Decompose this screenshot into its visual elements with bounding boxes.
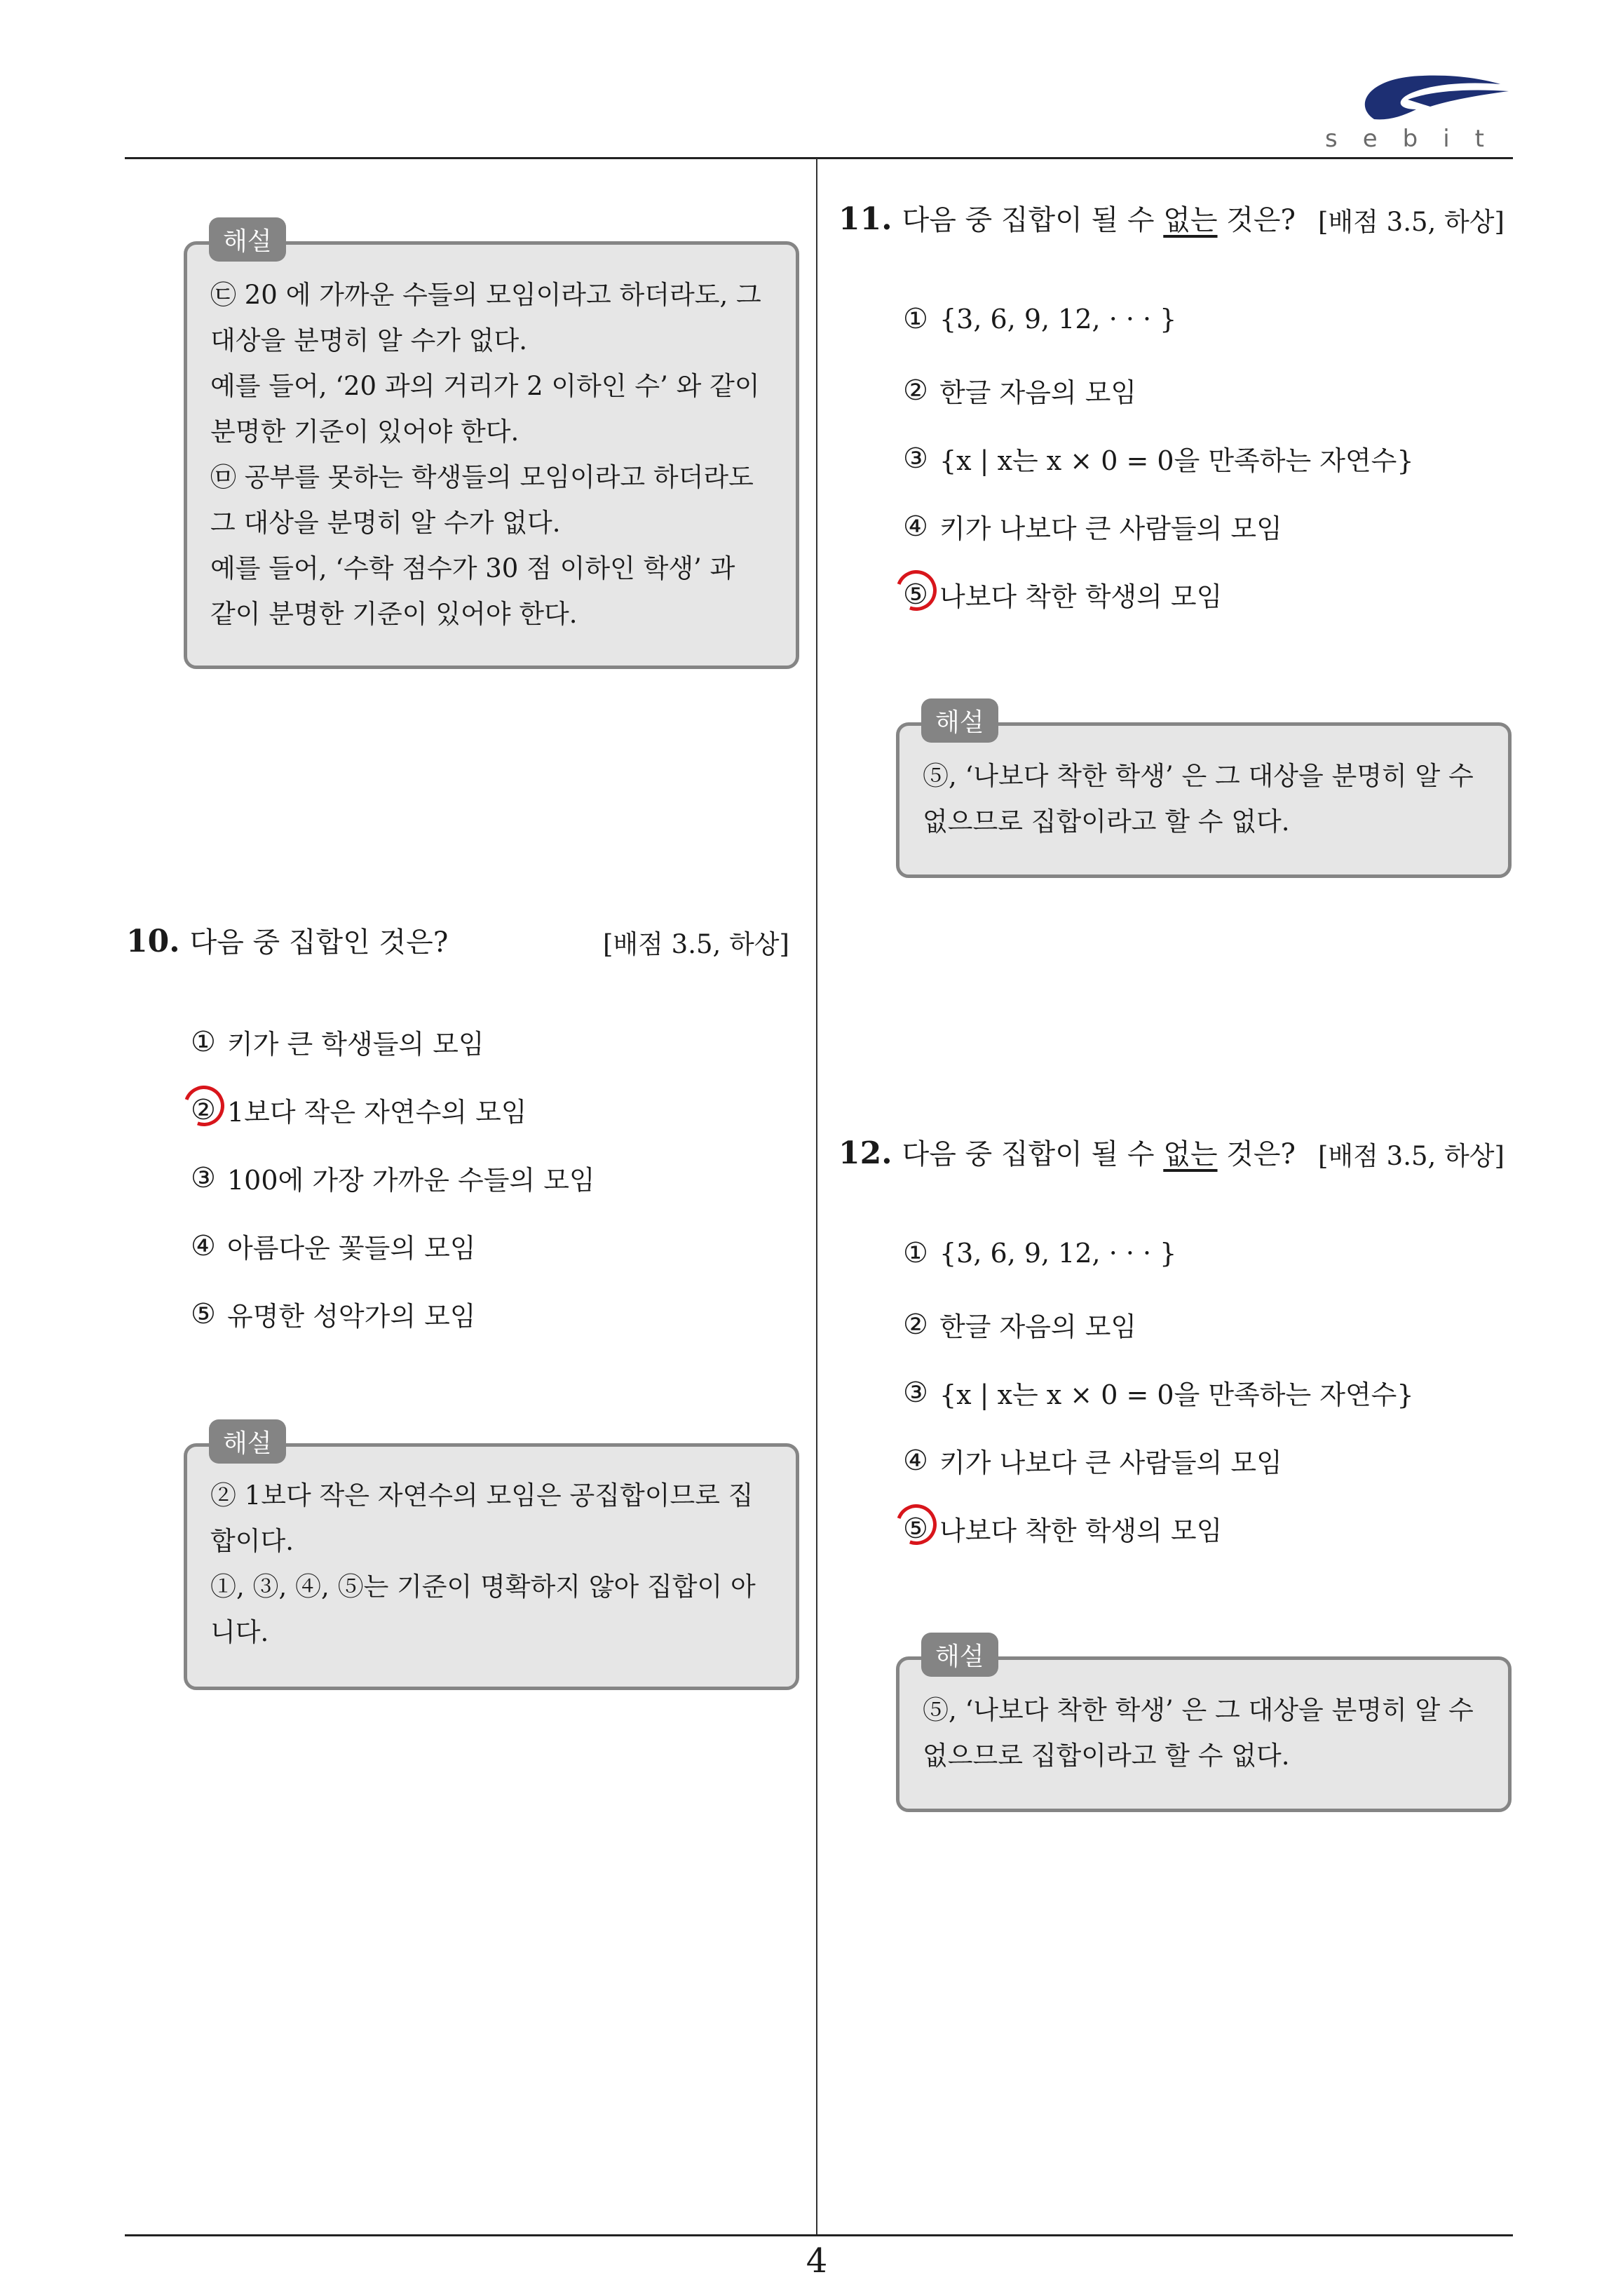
choice-q10-4[interactable]	[191, 1227, 476, 1265]
explanation-tag: 해설	[921, 1633, 998, 1677]
header-rule	[125, 157, 1513, 159]
question-text: 다음 중 집합이 될 수	[902, 1138, 1164, 1170]
question-10-stem	[126, 920, 448, 960]
choice-q12-1[interactable]	[903, 1237, 1176, 1269]
choice-mark: ③	[903, 1376, 928, 1409]
choice-mark: ⑤	[903, 1512, 928, 1545]
choice-text: 키가 나보다 큰 사람들의 모임	[939, 513, 1282, 544]
choice-mark: ⑤	[191, 1297, 216, 1330]
question-12-stem	[838, 1132, 1296, 1172]
choice-q11-5[interactable]	[903, 575, 1222, 614]
choice-text: 유명한 성악가의 모임	[227, 1301, 476, 1332]
choice-mark: ④	[191, 1229, 216, 1262]
explanation-line: ㉤ 공부를 못하는 학생들의 모임이라고 하더라도	[210, 462, 754, 492]
choice-q10-2[interactable]	[191, 1090, 527, 1129]
explanation-line: 니다.	[210, 1617, 269, 1647]
choice-mark: ②	[903, 374, 928, 407]
choice-mark: ③	[191, 1161, 216, 1194]
choice-q12-2[interactable]	[903, 1305, 1136, 1344]
choice-text: {x | x는 x × 0 = 0을 만족하는 자연수}	[939, 1379, 1414, 1410]
choice-mark: ①	[903, 1237, 928, 1269]
explanation-tag: 해설	[209, 1419, 286, 1464]
explanation-line: ㉢ 20 에 가까운 수들의 모임이라고 하더라도, 그	[210, 280, 761, 310]
choice-q11-3[interactable]	[903, 439, 1414, 478]
sebit-logo	[1325, 63, 1514, 154]
choice-mark: ④	[903, 1444, 928, 1477]
explanation-line: 같이 분명한 기준이 있어야 한다.	[210, 599, 578, 629]
choice-q11-4[interactable]	[903, 507, 1282, 546]
choice-mark: ⑤	[903, 578, 928, 611]
explanation-tag: 해설	[209, 217, 286, 262]
column-divider	[816, 158, 817, 2236]
question-text-end: 것은?	[1217, 1138, 1296, 1170]
choice-text: 키가 나보다 큰 사람들의 모임	[939, 1447, 1282, 1478]
sebit-logo-mark-icon	[1325, 63, 1514, 126]
choice-q12-3[interactable]	[903, 1373, 1414, 1412]
choice-q11-1[interactable]	[903, 303, 1176, 335]
choice-q12-4[interactable]	[903, 1441, 1282, 1480]
choice-mark: ②	[191, 1093, 216, 1126]
choice-mark: ①	[903, 303, 928, 335]
choice-q11-2[interactable]	[903, 371, 1136, 410]
choice-text: {x | x는 x × 0 = 0을 만족하는 자연수}	[939, 445, 1414, 476]
choice-text: 나보다 착한 학생의 모임	[939, 1515, 1223, 1546]
choice-q10-1[interactable]	[191, 1022, 484, 1061]
explanation-line: 그 대상을 분명히 알 수가 없다.	[210, 508, 561, 538]
explanation-line: 예를 들어, ‘20 과의 거리가 2 이하인 수’ 와 같이	[210, 371, 760, 401]
explanation-line: 없으므로 집합이라고 할 수 없다.	[923, 806, 1290, 837]
choice-text: 1보다 작은 자연수의 모임	[227, 1097, 527, 1128]
choice-text: 한글 자음의 모임	[939, 377, 1137, 408]
choice-q12-5[interactable]	[903, 1509, 1222, 1548]
explanation-line: 분명한 기준이 있어야 한다.	[210, 417, 520, 447]
explanation-line: 대상을 분명히 알 수가 없다.	[210, 325, 527, 356]
choice-text: 나보다 착한 학생의 모임	[939, 581, 1223, 612]
question-12-score: [배점 3.5, 하상]	[1318, 1141, 1505, 1171]
choice-text: {3, 6, 9, 12, · · · }	[939, 304, 1177, 335]
sebit-logo-text: sebit	[1325, 125, 1509, 153]
choice-q10-5[interactable]	[191, 1295, 476, 1333]
question-10-score: [배점 3.5, 하상]	[603, 929, 789, 959]
question-text: 다음 중 집합이 될 수	[902, 204, 1164, 236]
explanation-tag: 해설	[921, 698, 998, 743]
question-11-stem	[838, 198, 1296, 238]
explanation-line: 합이다.	[210, 1526, 294, 1556]
explanation-text	[923, 1687, 1474, 1778]
explanation-text	[923, 753, 1474, 844]
explanation-line: ② 1보다 작은 자연수의 모임은 공집합이므로 집	[210, 1480, 754, 1511]
question-number: 11.	[838, 201, 892, 237]
choice-text: {3, 6, 9, 12, · · · }	[939, 1238, 1177, 1269]
choice-q10-3[interactable]	[191, 1159, 595, 1197]
question-text-end: 것은?	[1217, 204, 1296, 236]
choice-text: 키가 큰 학생들의 모임	[227, 1029, 484, 1060]
question-11-score: [배점 3.5, 하상]	[1318, 207, 1505, 237]
choice-mark: ③	[903, 442, 928, 475]
choice-text: 100에 가장 가까운 수들의 모임	[227, 1165, 595, 1196]
choice-mark: ④	[903, 510, 928, 543]
footer-rule	[125, 2234, 1513, 2236]
explanation-line: ⑤, ‘나보다 착한 학생’ 은 그 대상을 분명히 알 수	[923, 1695, 1474, 1725]
explanation-line: 없으므로 집합이라고 할 수 없다.	[923, 1741, 1290, 1771]
choice-mark: ①	[191, 1025, 216, 1058]
choice-text: 한글 자음의 모임	[939, 1311, 1137, 1342]
explanation-text	[210, 272, 761, 637]
question-text: 다음 중 집합인 것은?	[189, 926, 449, 959]
question-underline-text: 없는	[1163, 204, 1218, 236]
question-number: 10.	[126, 924, 180, 959]
question-underline-text: 없는	[1163, 1138, 1218, 1170]
choice-text: 아름다운 꽃들의 모임	[227, 1233, 476, 1264]
explanation-line: 예를 들어, ‘수학 점수가 30 점 이하인 학생’ 과	[210, 553, 735, 583]
page-number: 4	[806, 2241, 828, 2281]
explanation-text	[210, 1473, 756, 1655]
question-number: 12.	[838, 1135, 892, 1171]
explanation-line: ①, ③, ④, ⑤는 기준이 명확하지 않아 집합이 아	[210, 1572, 756, 1602]
explanation-line: ⑤, ‘나보다 착한 학생’ 은 그 대상을 분명히 알 수	[923, 761, 1474, 791]
choice-mark: ②	[903, 1308, 928, 1341]
